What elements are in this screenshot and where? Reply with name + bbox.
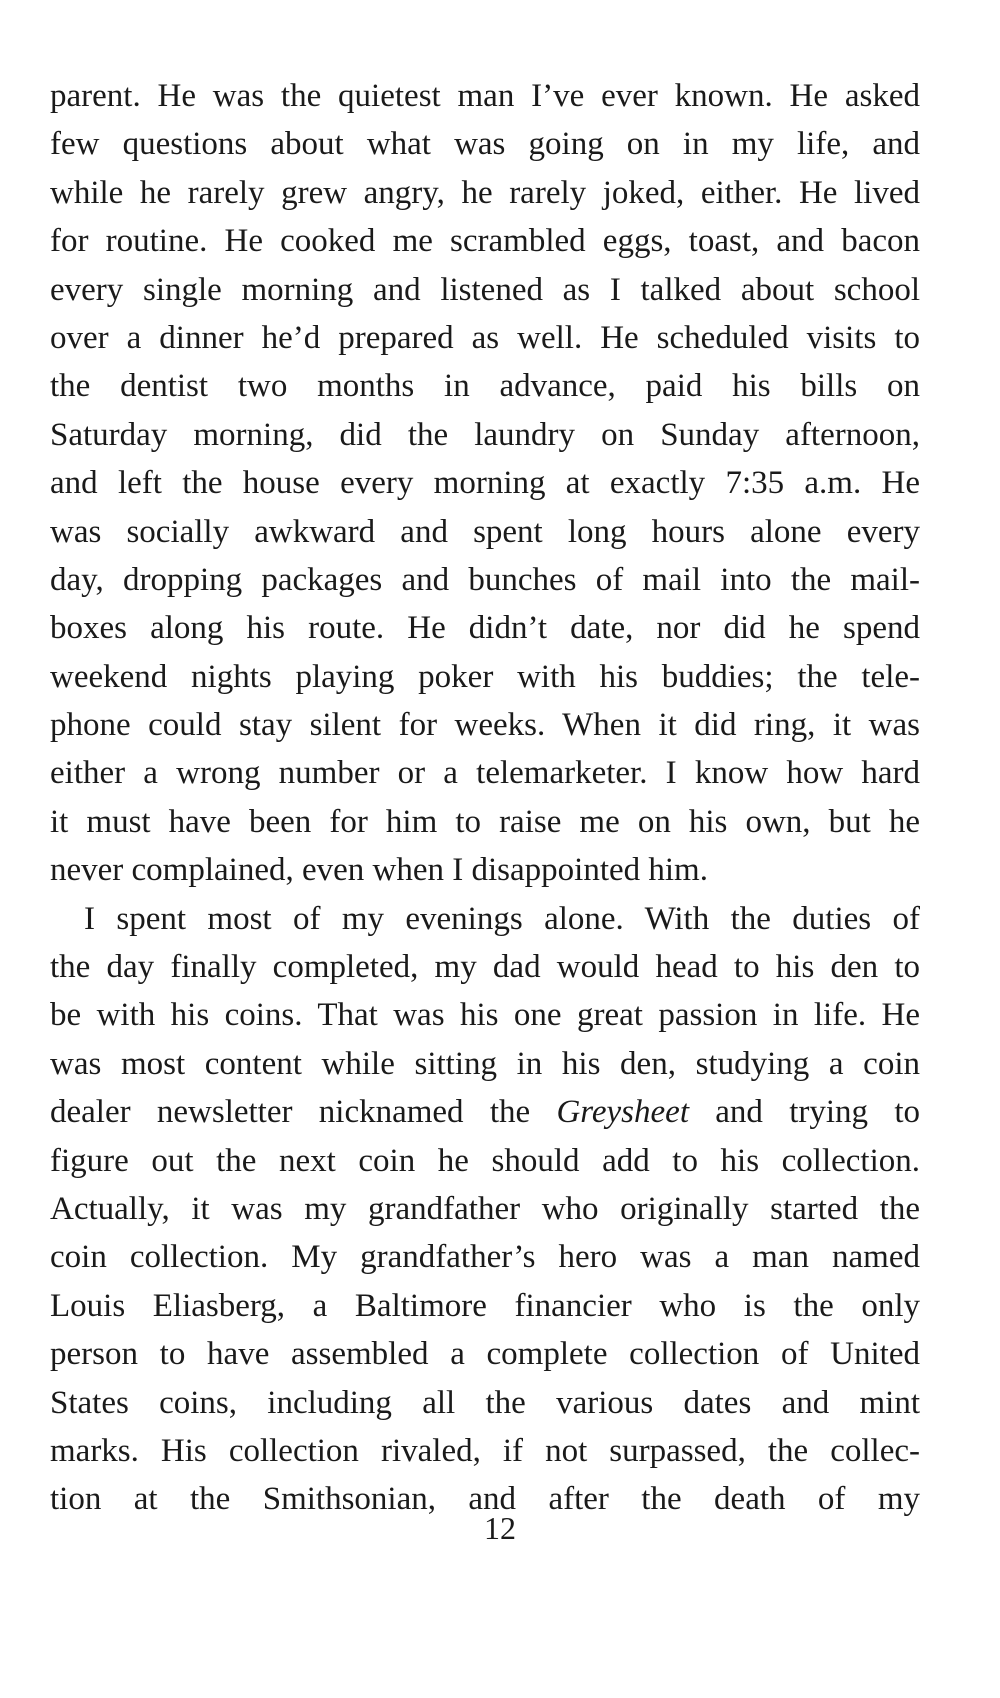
italic-title: Greysheet: [556, 1094, 689, 1131]
text-line: boxes along his route. He didn’t date, nor did he spend: [50, 610, 920, 647]
text-line: Actually, it was my grandfather who originally started the: [50, 1190, 920, 1227]
text-segment: and trying to: [715, 1094, 920, 1131]
paragraph-end-line: never complained, even when I disappointed him.: [50, 852, 708, 889]
text-line: while he rarely grew angry, he rarely joked, either. He lived: [50, 174, 920, 211]
body-text: [50, 72, 920, 1524]
text-line: Louis Eliasberg, a Baltimore financier who is the only: [50, 1287, 920, 1324]
text-line: over a dinner he’d prepared as well. He scheduled visits to: [50, 319, 920, 356]
text-line: was most content while sitting in his den, studying a coin: [50, 1045, 920, 1082]
text-line: for routine. He cooked me scrambled eggs, toast, and bacon: [50, 223, 920, 260]
page-number: 12: [484, 1510, 516, 1546]
text-line: Saturday morning, did the laundry on Sunday afternoon,: [50, 416, 920, 453]
text-line: be with his coins. That was his one great passion in life. He: [50, 997, 920, 1034]
text-line-with-italic: [50, 1088, 920, 1136]
text-line: the day finally completed, my dad would head to his den to: [50, 949, 920, 986]
text-line: either a wrong number or a telemarketer. I know how hard: [50, 755, 920, 792]
text-line: States coins, including all the various dates and mint: [50, 1384, 920, 1421]
text-line: few questions about what was going on in my life, and: [50, 126, 920, 163]
text-line: marks. His collection rivaled, if not surpassed, the collec-: [50, 1432, 920, 1469]
text-line: tion at the Smithsonian, and after the death of my: [50, 1481, 920, 1518]
text-line: the dentist two months in advance, paid his bills on: [50, 368, 920, 405]
text-line: parent. He was the quietest man I’ve ever known. He asked: [50, 78, 920, 114]
text-line: phone could stay silent for weeks. When it did ring, it was: [50, 707, 920, 744]
text-line: every single morning and listened as I talked about school: [50, 271, 920, 308]
text-segment: dealer newsletter nicknamed the: [50, 1094, 531, 1131]
text-line: figure out the next coin he should add to his collection.: [50, 1142, 920, 1179]
paragraph-start-line: I spent most of my evenings alone. With the duties of: [84, 900, 920, 937]
text-line: it must have been for him to raise me on his own, but he: [50, 803, 920, 840]
text-line: coin collection. My grandfather’s hero was a man named: [50, 1239, 920, 1276]
text-line: was socially awkward and spent long hours alone every: [50, 513, 920, 550]
text-line: weekend nights playing poker with his buddies; the tele-: [50, 658, 920, 695]
text-line: person to have assembled a complete collection of United: [50, 1336, 920, 1373]
text-line: and left the house every morning at exactly 7:35 a.m. He: [50, 465, 920, 502]
text-line: day, dropping packages and bunches of mail into the mail-: [50, 561, 920, 598]
